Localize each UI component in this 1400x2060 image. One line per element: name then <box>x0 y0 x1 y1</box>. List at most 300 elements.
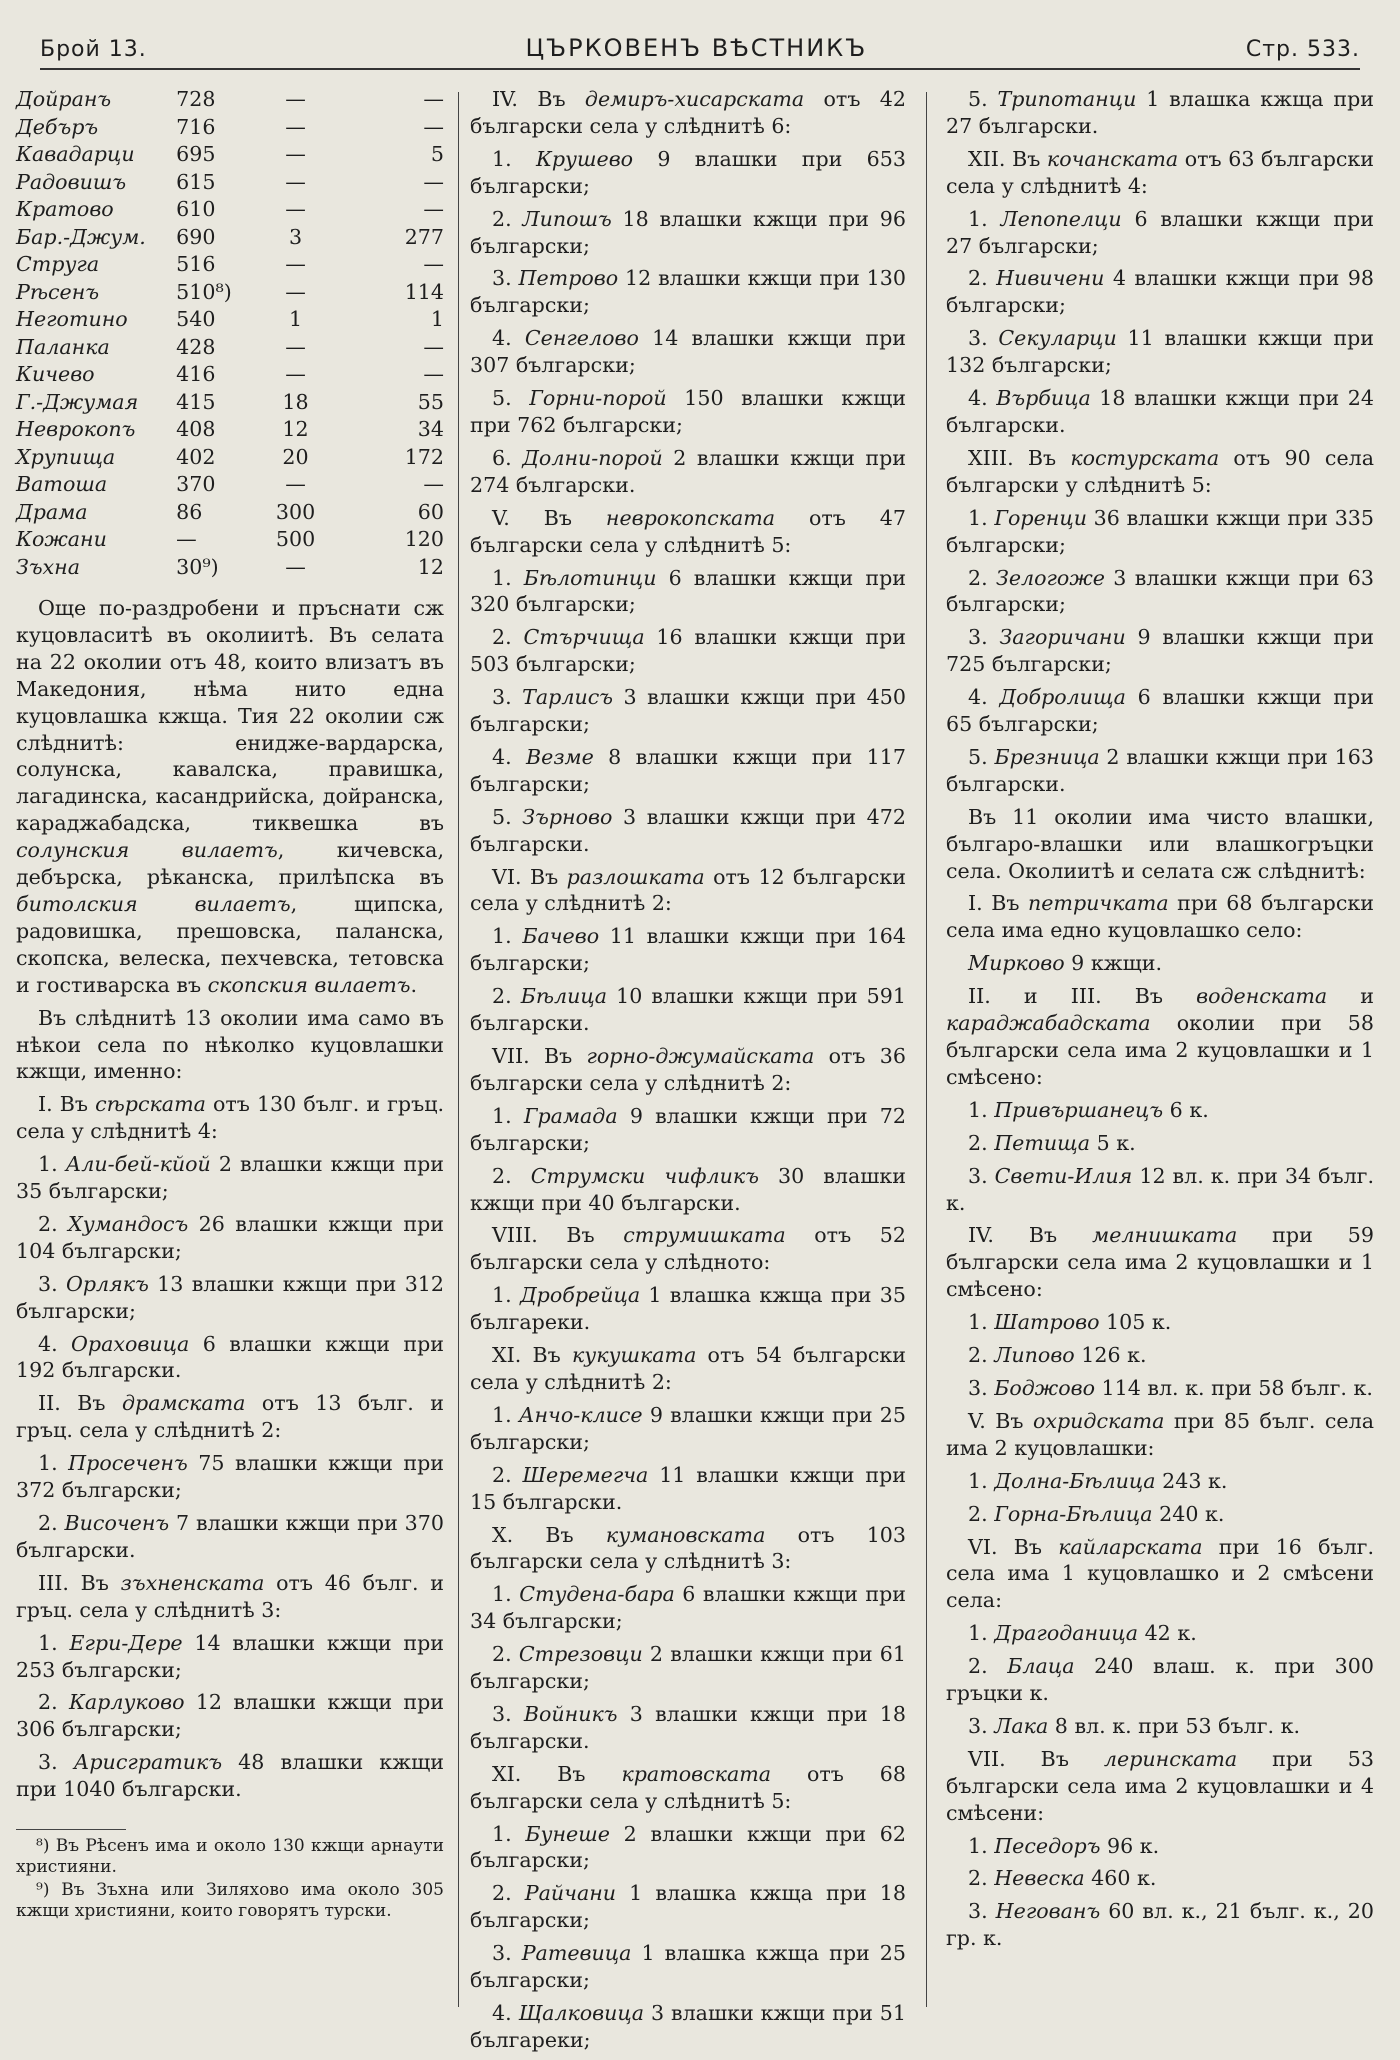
place-name: Мирково <box>968 951 1065 976</box>
text-run: Още по-раздробени и пръснати сж куцовласитѣ въ околиитѣ. Въ селата на 22 околии отъ 48, които влизатъ въ Македония, нѣма нито една куцовлашка кжща. Тия 22 околии сж слѣднитѣ: енидже-вардарска, солунска, кавалска, правишка, лагадинска, касандрийска, дойранска, караджабадска, тиквешка въ <box>16 596 444 836</box>
text-run: 2 влашки кжщи при 61 български; <box>470 1642 906 1694</box>
place-name: Горенци <box>994 505 1087 530</box>
paragraph <box>470 565 906 619</box>
paragraph <box>946 445 1374 499</box>
place-name: Липошъ <box>522 206 612 231</box>
count-cell: 615 <box>176 169 216 194</box>
place-name: Шеремегча <box>522 1462 649 1487</box>
text-run: 2 влашки кжщи при 274 български. <box>470 445 906 497</box>
count-cell: 60 <box>417 499 444 524</box>
town-name: Ватоша <box>16 472 108 497</box>
text-run: 6 влашки кжщи при 320 български; <box>470 565 906 617</box>
text-run: отъ 13 бълг. и гръц. села у слѣднитѣ 2: <box>16 1391 444 1443</box>
paragraph <box>946 325 1374 379</box>
text-run: 3 влашки кжщи при 51 българеки; <box>470 2001 906 2052</box>
town-name: Бар.-Джум. <box>16 224 146 249</box>
text-run: 30 влашки кжщи при 40 български. <box>470 1163 906 1215</box>
paragraph <box>470 1402 906 1456</box>
count-cell: — <box>285 197 306 222</box>
count-cell: 415 <box>176 389 216 414</box>
paragraph <box>16 1390 444 1444</box>
paragraph <box>470 1163 906 1217</box>
paragraph <box>946 983 1374 1091</box>
text-run: 1. <box>492 1283 520 1308</box>
paragraph <box>946 1309 1374 1336</box>
column-2 <box>470 86 906 2060</box>
place-name: Бунеше <box>525 1821 610 1846</box>
place-name: Струмски чифликъ <box>530 1163 759 1188</box>
footnote: ⁹) Въ Зъхна или Зиляхово има около 305 кжщи християни, които говорятъ турски. <box>16 1880 444 1922</box>
paragraph <box>946 1468 1374 1495</box>
paragraph <box>470 1103 906 1157</box>
text-run: 4. <box>492 326 525 351</box>
paragraph <box>946 385 1374 439</box>
count-cell: — <box>423 362 444 387</box>
place-name: Привършанецъ <box>994 1097 1164 1122</box>
text-run: 36 влашки кжщи при 335 български; <box>946 505 1374 557</box>
text-run: 6 влашки кжщи при 65 български; <box>946 685 1374 737</box>
text-run: 2. <box>38 1211 69 1236</box>
paragraph <box>946 684 1374 738</box>
text-run: 3. <box>968 1163 995 1188</box>
place-name: Арисгратикъ <box>73 1750 223 1775</box>
text-run: 1. <box>38 1630 70 1655</box>
town-name: Кавадарци <box>16 142 135 167</box>
count-cell: 12 <box>282 417 309 442</box>
paragraph <box>16 595 444 999</box>
paragraph <box>470 1641 906 1695</box>
place-name: Просеченъ <box>68 1451 188 1476</box>
text-run: 3. <box>968 625 1000 650</box>
place-name: Ратевица <box>521 1941 632 1966</box>
paragraph <box>470 146 906 200</box>
paragraph <box>470 1043 906 1097</box>
place-name: кумановската <box>605 1522 766 1547</box>
text-run: 3. <box>492 1701 524 1726</box>
place-name: Бѣлотинци <box>523 565 657 590</box>
paragraph <box>470 385 906 439</box>
text-run: 1. <box>492 1821 526 1846</box>
footnote: ⁸) Въ Рѣсенъ има и около 130 кжщи арнаути християни. <box>16 1836 444 1878</box>
paragraph <box>946 1865 1374 1892</box>
place-name: Драгоданица <box>994 1621 1139 1646</box>
table-row <box>16 361 444 389</box>
place-name: Лака <box>994 1713 1049 1738</box>
count-cell: 86 <box>176 499 203 524</box>
count-cell: — <box>285 334 306 359</box>
text-run: 12 влашки кжщи при 306 български; <box>16 1690 444 1742</box>
text-run: 1. <box>968 1468 995 1493</box>
paragraph <box>16 1749 444 1803</box>
text-run: отъ 54 български села у слѣднитѣ 2: <box>470 1343 907 1394</box>
table-row <box>16 251 444 279</box>
text-run: отъ 130 бълг. и гръц. села у слѣднитѣ 4: <box>16 1092 444 1144</box>
count-cell: — <box>285 87 306 112</box>
paragraph <box>470 1462 906 1516</box>
text-run: II. и III. Въ <box>968 984 1197 1009</box>
paragraph <box>946 1501 1374 1528</box>
text-run: 2. <box>492 625 524 650</box>
text-run: 18 влашки кжщи при 24 български. <box>946 386 1374 437</box>
footnote-divider <box>16 1829 126 1830</box>
count-cell: — <box>285 554 306 579</box>
place-name: костурската <box>1070 445 1220 470</box>
text-run: 2. <box>38 1511 65 1535</box>
place-name: Щалковица <box>518 2001 645 2025</box>
place-name: демиръ-хисарската <box>584 87 805 111</box>
place-name: воденската <box>1196 984 1328 1009</box>
count-cell: — <box>423 472 444 497</box>
paragraph <box>470 983 906 1037</box>
place-name: Али-бей-кйой <box>65 1152 211 1177</box>
count-cell: — <box>423 197 444 222</box>
column-1-text <box>16 595 444 1803</box>
table-row <box>16 114 444 142</box>
place-name: Блаца <box>1007 1654 1075 1679</box>
count-cell: 1 <box>288 307 303 332</box>
place-name: разлошката <box>566 864 705 889</box>
count-cell: — <box>423 252 444 277</box>
place-name: Бачево <box>522 924 600 949</box>
text-run: 9 кжщи. <box>1064 951 1163 976</box>
place-name: петричката <box>1027 891 1169 916</box>
text-run: 4. <box>38 1331 72 1356</box>
text-run: 13 влашки кжщи при 312 български; <box>16 1271 444 1323</box>
text-run: 2. <box>968 1343 995 1368</box>
count-cell: 516 <box>176 252 216 277</box>
place-name: Стърчища <box>523 625 645 650</box>
paragraph <box>946 1746 1374 1827</box>
paragraph <box>470 1701 906 1755</box>
text-run: 1. <box>968 206 1001 231</box>
place-name: Петища <box>994 1130 1091 1155</box>
paragraph <box>946 950 1374 977</box>
text-run: 75 влашки кжщи при 372 български; <box>16 1451 444 1503</box>
count-cell: 30⁹) <box>176 554 219 579</box>
paragraph <box>946 1163 1374 1217</box>
paragraph <box>946 1534 1374 1615</box>
text-run: 5. <box>492 386 530 411</box>
place-name: Войникъ <box>523 1701 618 1726</box>
text-run: 8 влашки кжщи при 117 български; <box>470 744 906 796</box>
text-run: 2. <box>492 1163 531 1188</box>
text-run: 3. <box>492 685 523 710</box>
place-name: Стрезовци <box>518 1642 643 1667</box>
place-name: Нивичени <box>996 266 1105 291</box>
text-run: 9 влашки кжщи при 25 български; <box>470 1402 906 1454</box>
text-run: 4. <box>968 685 1000 710</box>
place-name: Брезница <box>994 744 1100 769</box>
paragraph <box>946 505 1374 559</box>
table-row <box>16 389 444 417</box>
place-name: Невеска <box>994 1866 1085 1891</box>
place-name: Зърново <box>522 804 613 829</box>
place-name: Студена-бара <box>519 1582 675 1607</box>
text-run: 1 влашка кжща при 35 българеки. <box>470 1283 906 1335</box>
paragraph <box>946 890 1374 944</box>
text-run: 126 к. <box>1074 1343 1147 1368</box>
paragraph <box>470 1282 906 1336</box>
text-run: 1. <box>492 1582 520 1607</box>
text-run: III. Въ <box>38 1570 121 1595</box>
paragraph <box>946 86 1374 140</box>
town-name: Зъхна <box>16 554 81 579</box>
count-cell: 277 <box>404 224 444 249</box>
text-run: 6 влашки кжщи при 27 български; <box>946 206 1374 258</box>
text-run: 3. <box>492 266 519 291</box>
text-run: 6 влашки кжщи при 34 български; <box>470 1582 906 1634</box>
text-run: 2. <box>968 565 996 590</box>
count-cell: 610 <box>176 197 216 222</box>
issue-number: Брой 13. <box>40 37 147 62</box>
text-run: 3. <box>968 1375 995 1400</box>
text-run: 105 к. <box>1099 1310 1172 1335</box>
place-name: Грамада <box>523 1103 618 1128</box>
text-run: 4. <box>492 2001 519 2025</box>
text-run: IV. Въ <box>492 87 585 111</box>
place-name: Горна-Бѣлица <box>994 1501 1153 1526</box>
text-run: 3. <box>38 1271 66 1296</box>
paragraph <box>470 923 906 977</box>
place-name: драмската <box>121 1391 246 1416</box>
count-cell: 3 <box>288 224 303 249</box>
town-name: Хрупища <box>16 444 116 469</box>
newspaper-title: ЦЪРКОВЕНЪ ВѢСТНИКЪ <box>525 34 868 62</box>
text-run: 9 влашки при 653 български; <box>470 146 906 198</box>
count-cell: 690 <box>176 224 216 249</box>
paragraph <box>470 1342 906 1396</box>
place-name: кайларската <box>1058 1534 1203 1559</box>
town-name: Радовишъ <box>16 169 127 194</box>
text-run: при 16 бълг. села има 1 куцовлашко и 2 смѣсени села: <box>946 1534 1374 1613</box>
paragraph <box>946 1097 1374 1124</box>
count-cell: 428 <box>176 334 216 359</box>
text-run: 12 вл. к. при 34 бълг. к. <box>946 1163 1374 1215</box>
text-run: 12 влашки кжщи при 130 български; <box>470 266 906 318</box>
paragraph <box>470 1761 906 1815</box>
town-name: Г.-Джумая <box>16 389 139 414</box>
place-name: Зелогоже <box>996 565 1105 590</box>
place-name: Височенъ <box>64 1511 170 1535</box>
text-run: 5 к. <box>1090 1130 1136 1155</box>
table-row <box>16 86 444 114</box>
place-name: кукушката <box>571 1343 697 1368</box>
text-run: отъ 63 български села у слѣднитѣ 4: <box>946 146 1375 198</box>
text-run: 10 влашки кжщи при 591 български. <box>470 984 906 1036</box>
count-cell: 20 <box>282 444 309 469</box>
text-run: 1. <box>38 1451 69 1476</box>
text-run: при 85 бълг. села има 2 куцовлашки: <box>946 1408 1374 1460</box>
text-run: VII. Въ <box>968 1746 1104 1771</box>
place-name: зъхненската <box>120 1570 265 1595</box>
text-run: 1. <box>38 1152 66 1177</box>
text-run: 2 влашки кжщи при 62 български; <box>470 1821 906 1873</box>
place-name: горно-джумайската <box>586 1044 815 1068</box>
column-divider <box>458 92 459 2007</box>
text-run: 18 влашки кжщи при 96 български; <box>470 206 906 258</box>
paragraph <box>16 1630 444 1684</box>
text-run: , кичевска, дебърска, рѣканска, прилѣпска въ <box>16 838 444 890</box>
count-cell: — <box>423 87 444 112</box>
place-name: Лепопелци <box>1000 206 1122 231</box>
count-cell: 5 <box>430 142 444 167</box>
text-run: 14 влашки кжщи при 253 български; <box>16 1630 444 1682</box>
text-run: 6. <box>492 445 523 470</box>
place-name: битолския вилаетъ <box>16 891 291 916</box>
table-row <box>16 444 444 472</box>
place-name: Крушево <box>535 146 634 171</box>
paragraph <box>470 265 906 319</box>
paragraph <box>946 265 1374 319</box>
count-cell: 34 <box>417 417 444 442</box>
text-run: 1 влашка кжща при 25 български; <box>470 1941 906 1993</box>
text-run: 11 влашки кжщи при 15 български. <box>470 1462 906 1514</box>
text-run: 1. <box>492 924 523 949</box>
text-run: 2. <box>968 1501 995 1526</box>
paragraph <box>946 744 1374 798</box>
text-run: 48 влашки кжщи при 1040 български. <box>16 1750 444 1802</box>
paragraph <box>946 1833 1374 1860</box>
page-header <box>40 22 1360 70</box>
text-run: отъ 36 български села у слѣднитѣ 2: <box>470 1044 906 1095</box>
text-run: 1. <box>968 1310 995 1335</box>
text-run: при 53 български села има 2 куцовлашки и 4 смѣсени: <box>946 1746 1374 1825</box>
paragraph <box>470 804 906 858</box>
text-run: 26 влашки кжщи при 104 български; <box>16 1211 444 1263</box>
text-run: V. Въ <box>968 1408 1033 1433</box>
text-run: II. Въ <box>38 1391 122 1416</box>
text-run: 2 влашки кжщи при 35 български; <box>16 1152 444 1204</box>
place-name: Карлуково <box>68 1690 185 1715</box>
town-name: Неврокопъ <box>16 417 136 442</box>
text-run: XII. Въ <box>968 146 1047 171</box>
text-run: 6 к. <box>1163 1097 1209 1122</box>
place-name: Ораховица <box>71 1331 190 1356</box>
count-cell: 416 <box>176 362 216 387</box>
paragraph <box>946 1898 1374 1952</box>
paragraph <box>470 505 906 559</box>
place-name: леринската <box>1103 1746 1238 1771</box>
text-run: XI. Въ <box>492 1343 572 1368</box>
paragraph <box>946 804 1374 885</box>
paragraph <box>16 1450 444 1504</box>
town-name: Паланка <box>16 334 110 359</box>
town-name: Драма <box>16 499 88 524</box>
place-name: Върбица <box>996 386 1091 411</box>
paragraph <box>946 1375 1374 1402</box>
count-cell: — <box>285 114 306 139</box>
place-name: кочанската <box>1046 146 1179 171</box>
text-run: 9 влашки кжщи при 725 български; <box>946 625 1374 677</box>
text-run: отъ 52 български села у слѣдното: <box>470 1223 906 1275</box>
town-name: Дебъръ <box>16 114 99 139</box>
count-cell: 1 <box>430 307 444 332</box>
place-name: скопския вилаетъ <box>207 972 411 997</box>
text-run: 3. <box>968 326 999 351</box>
text-run: 5. <box>492 804 523 829</box>
count-cell: — <box>423 334 444 359</box>
text-run: 2. <box>492 1881 525 1906</box>
text-run: XI. Въ <box>492 1761 622 1786</box>
text-run: 96 к. <box>1100 1833 1160 1858</box>
count-cell: — <box>285 169 306 194</box>
paragraph <box>470 86 906 140</box>
text-run: 240 влаш. к. при 300 гръцки к. <box>946 1654 1374 1706</box>
count-cell: 540 <box>176 307 216 332</box>
place-name: солунския вилаетъ <box>16 838 278 863</box>
count-cell: 408 <box>176 417 216 442</box>
count-cell: 370 <box>176 472 216 497</box>
text-run: 1. <box>968 1621 995 1646</box>
text-run: 7 влашки кжщи при 370 български. <box>16 1511 444 1562</box>
text-run: 2. <box>492 206 523 231</box>
paragraph <box>470 1222 906 1276</box>
text-run: 3. <box>492 1941 522 1966</box>
text-run: отъ 42 български села у слѣднитѣ 6: <box>470 87 906 138</box>
count-cell: 18 <box>282 389 309 414</box>
place-name: кратовската <box>621 1761 772 1786</box>
count-cell: — <box>285 362 306 387</box>
text-run: 6 влашки кжщи при 192 български. <box>16 1331 444 1383</box>
text-run: VI. Въ <box>968 1534 1059 1559</box>
place-name: Горни-порой <box>529 386 667 411</box>
text-run: отъ 46 бълг. и гръц. села у слѣднитѣ 3: <box>16 1570 444 1622</box>
text-run: 3. <box>968 1899 996 1924</box>
text-run: V. Въ <box>492 505 606 530</box>
town-name: Кратово <box>16 197 114 222</box>
text-run: 2. <box>968 266 997 291</box>
place-name: Анчо-клисе <box>518 1402 643 1427</box>
place-name: сѣрската <box>95 1092 206 1117</box>
town-name: Кожани <box>16 527 107 552</box>
count-cell: — <box>285 142 306 167</box>
text-run: VIII. Въ <box>492 1223 624 1248</box>
text-run: 150 влашки кжщи при 762 български; <box>470 386 906 437</box>
place-name: Сенгелово <box>524 326 639 351</box>
table-row <box>16 279 444 307</box>
page-number: Стр. 533. <box>1245 37 1360 62</box>
count-cell: 402 <box>176 444 216 469</box>
paragraph <box>470 206 906 260</box>
paragraph <box>470 744 906 798</box>
text-run: 2. <box>968 1130 995 1155</box>
text-run: 240 к. <box>1152 1501 1225 1526</box>
paragraph <box>470 445 906 499</box>
text-run: 2. <box>38 1690 69 1715</box>
count-cell: 510⁸) <box>176 279 232 304</box>
place-name: Добролища <box>999 685 1126 710</box>
text-run: 3 влашки кжщи при 472 български. <box>470 804 906 856</box>
count-cell: 716 <box>176 114 216 139</box>
text-run: Въ слѣднитѣ 13 околии има само въ нѣкои села по нѣколко куцовлашки кжщи, именно: <box>16 1005 444 1084</box>
table-row <box>16 141 444 169</box>
place-name: Долна-Бѣлица <box>994 1468 1156 1493</box>
paragraph <box>946 1222 1374 1303</box>
town-name: Струга <box>16 252 100 277</box>
place-name: мелнишката <box>1092 1223 1238 1248</box>
text-run: отъ 68 български села у слѣднитѣ 5: <box>470 1761 906 1813</box>
text-run: 4. <box>968 386 997 411</box>
count-cell: — <box>285 252 306 277</box>
place-name: Секуларци <box>998 326 1117 351</box>
paragraph <box>16 1689 444 1743</box>
text-run: при 68 български села има едно куцовлашко село: <box>946 891 1374 943</box>
place-name: Загоричани <box>999 625 1126 650</box>
paragraph <box>470 325 906 379</box>
text-run: , щипска, радовишка, прешовска, паланска, скопска, велеска, пехчевска, тетовска и гостиварска въ <box>16 891 444 997</box>
table-row <box>16 169 444 197</box>
paragraph <box>16 1570 444 1624</box>
